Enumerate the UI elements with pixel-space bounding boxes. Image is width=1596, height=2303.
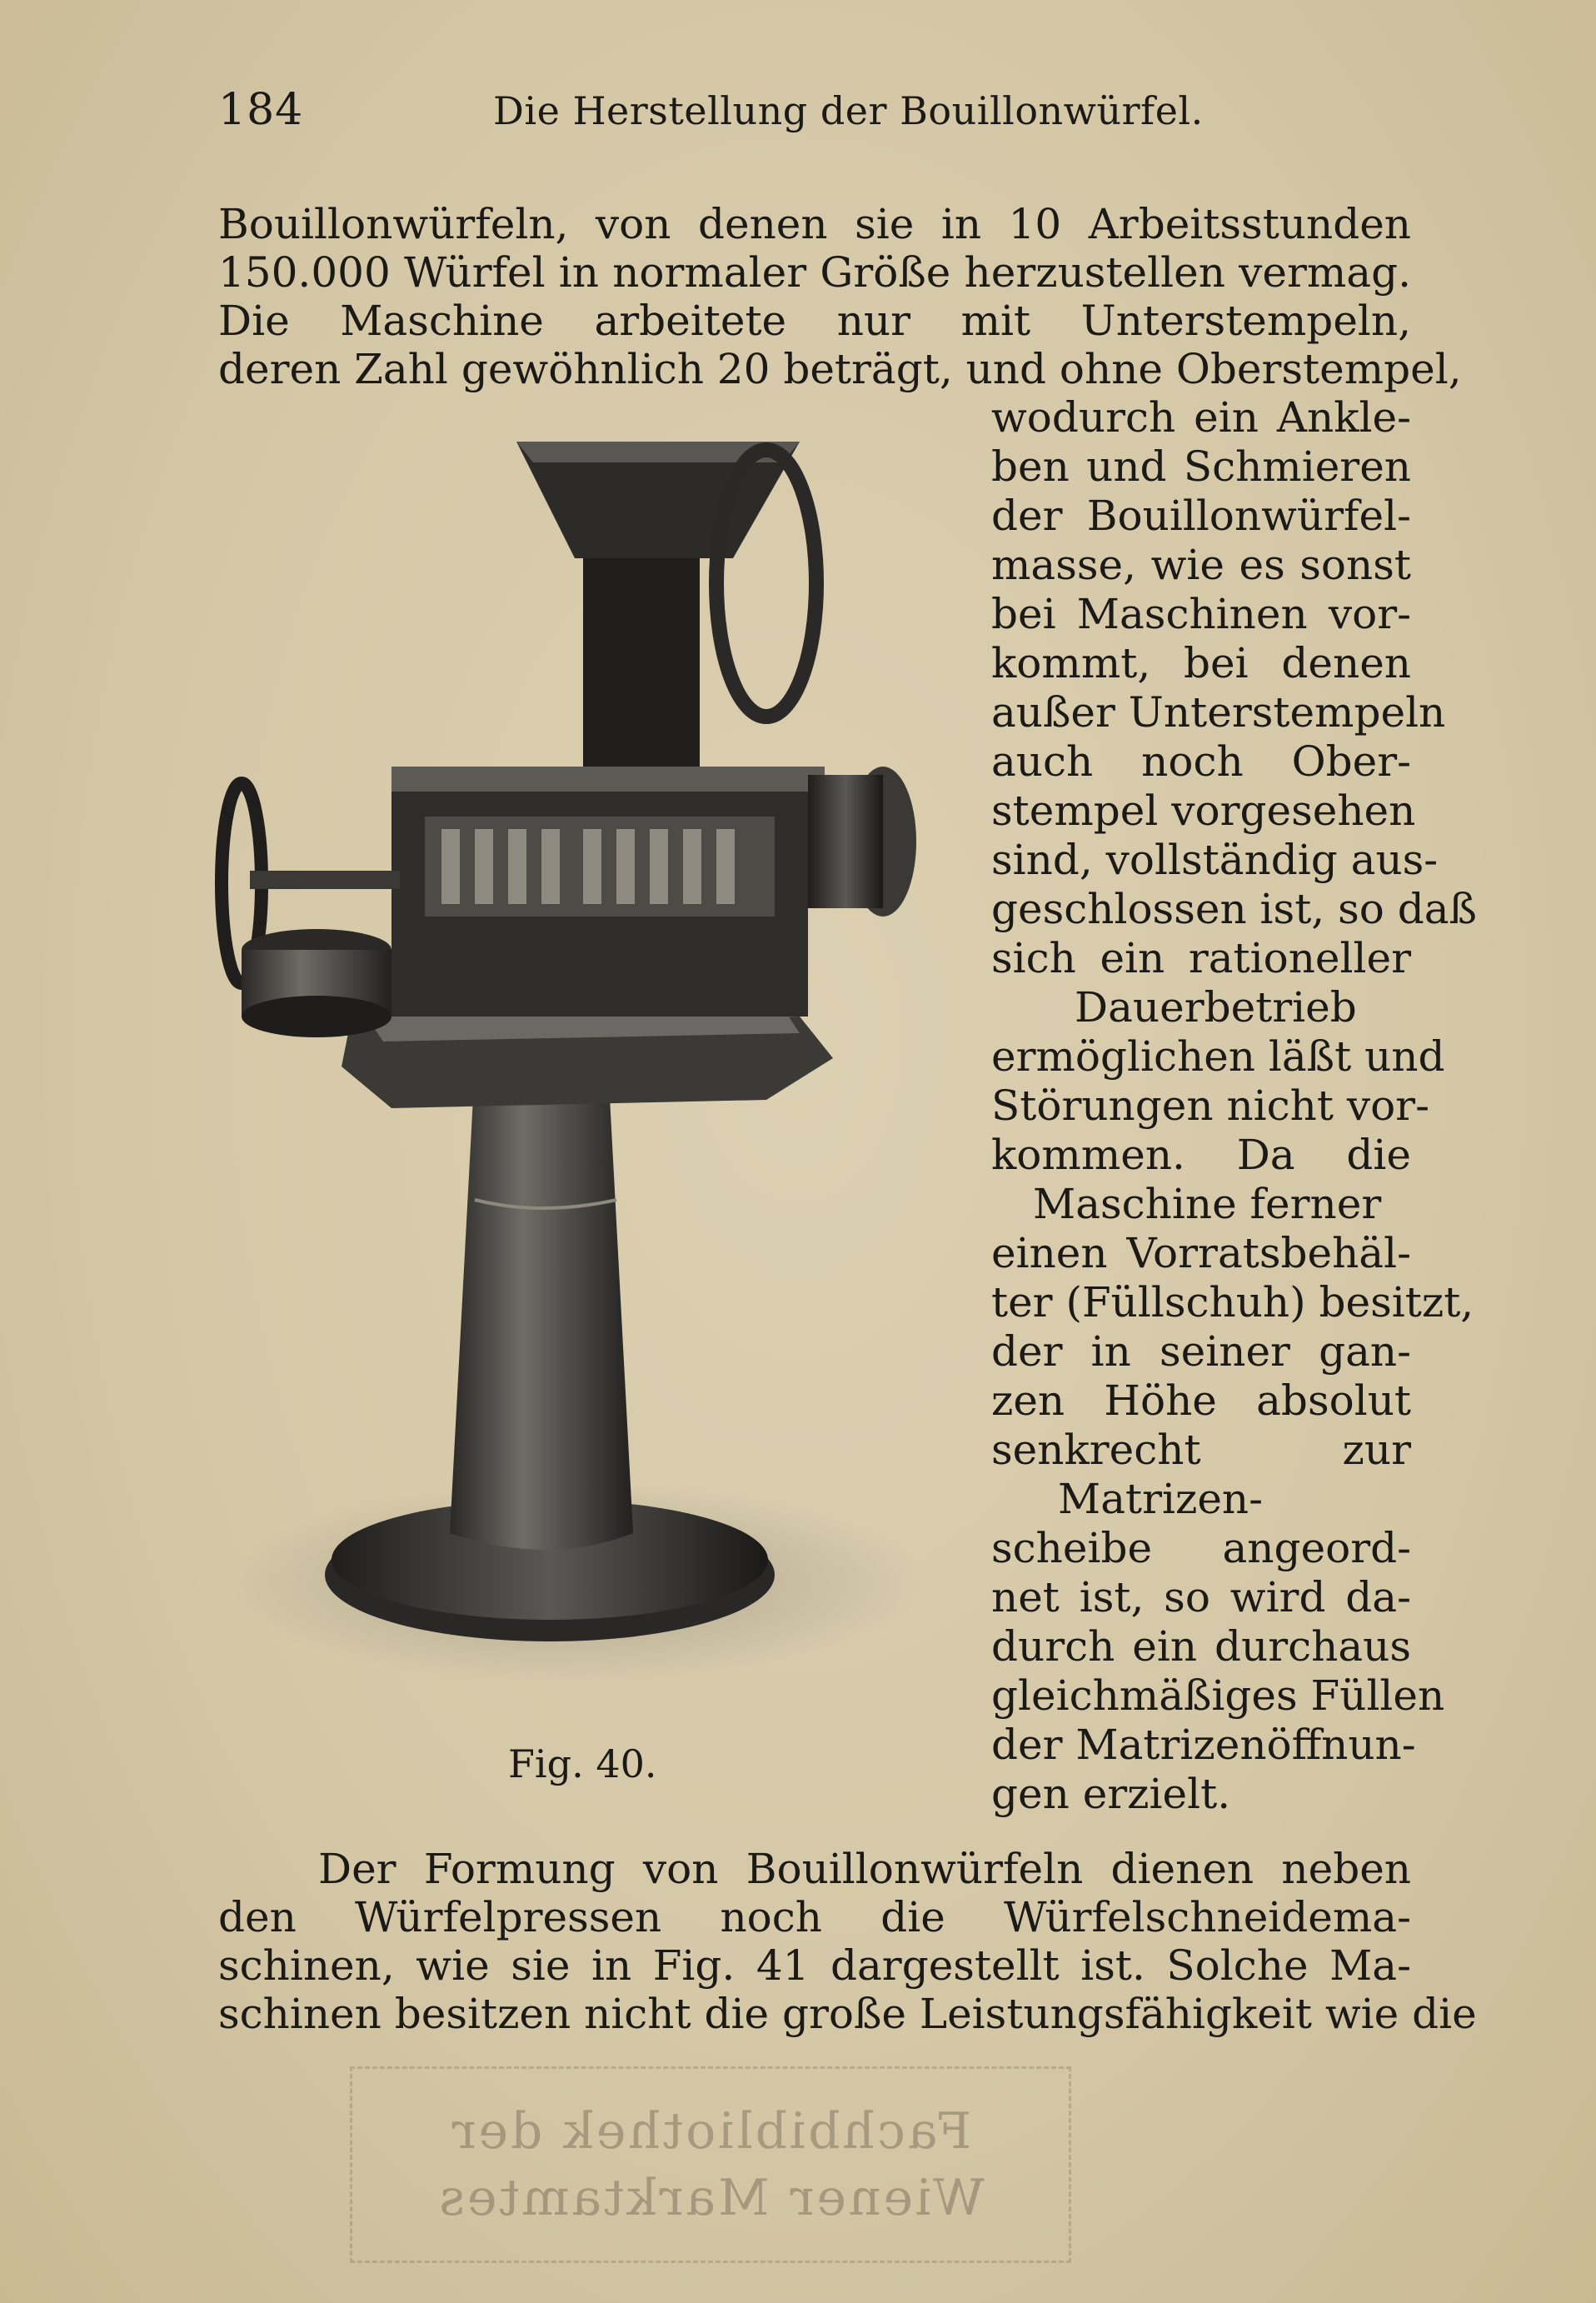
body-line: Dauerbetrieb [1075, 983, 1357, 1032]
body-line: schinen, wie sie in Fig. 41 dargestellt ist. Solche Ma- [218, 1941, 1411, 1990]
body-line: sich ein rationeller [991, 934, 1411, 982]
body-line: wodurch ein Ankle- [991, 393, 1411, 442]
body-line: ben und Schmieren [991, 442, 1411, 491]
page-number: 184 [218, 85, 304, 135]
body-line: der Matrizenöffnun- [991, 1721, 1416, 1769]
body-line: net ist, so wird da- [991, 1573, 1411, 1621]
body-line: Störungen nicht vor- [991, 1082, 1429, 1130]
body-line: der in seiner gan- [991, 1327, 1411, 1376]
body-line: den Würfelpressen noch die Würfelschneidema- [218, 1893, 1411, 1941]
stamp-line: Wiener Marktamtes [436, 2169, 985, 2227]
body-line: sind, vollständig aus- [991, 836, 1439, 884]
body-line: durch ein durchaus [991, 1622, 1411, 1671]
body-line: masse, wie es sonst [991, 541, 1411, 589]
body-line: Matrizen- [1058, 1475, 1264, 1523]
body-line: der Bouillonwürfel- [991, 492, 1411, 540]
body-line: zen Höhe absolut [991, 1376, 1411, 1425]
body-line: einen Vorratsbehäl- [991, 1229, 1411, 1277]
body-line: auch noch Ober- [991, 737, 1411, 786]
body-line: Maschine ferner [1033, 1180, 1382, 1228]
body-line: gen erzielt. [991, 1770, 1231, 1818]
body-line: stempel vorgesehen [991, 787, 1416, 835]
body-line: kommen. Da die [991, 1131, 1411, 1179]
body-line: senkrecht zur [991, 1426, 1411, 1474]
body-line: deren Zahl gewöhnlich 20 beträgt, und ohne Oberstempel, [218, 345, 1462, 393]
body-line: Der Formung von Bouillonwürfeln dienen neben [318, 1845, 1411, 1893]
page-header [218, 77, 1418, 143]
running-head: Die Herstellung der Bouillonwürfel. [493, 88, 1204, 133]
body-line: ter (Füllschuh) besitzt, [991, 1278, 1474, 1326]
body-line: kommt, bei denen [991, 639, 1411, 687]
body-line: 150.000 Würfel in normaler Größe herzustellen vermag. [218, 248, 1411, 297]
body-line: Die Maschine arbeitete nur mit Unterstempeln, [218, 297, 1411, 345]
body-line: bei Maschinen vor- [991, 590, 1411, 638]
body-line: Bouillonwürfeln, von denen sie in 10 Arbeitsstunden [218, 200, 1411, 248]
body-line: schinen besitzen nicht die große Leistungsfähigkeit wie die [218, 1990, 1477, 2038]
body-line: geschlossen ist, so daß [991, 885, 1477, 933]
body-line: ermöglichen läßt und [991, 1032, 1445, 1081]
body-line: scheibe angeord- [991, 1524, 1411, 1572]
stamp-line: Fachbibliothek der [449, 2102, 972, 2161]
figure-caption: Fig. 40. [508, 1741, 657, 1786]
body-line: außer Unterstempeln [991, 688, 1446, 737]
body-line: gleichmäßiges Füllen [991, 1671, 1445, 1720]
machine-illustration [200, 417, 950, 1716]
library-stamp [350, 2066, 1071, 2263]
